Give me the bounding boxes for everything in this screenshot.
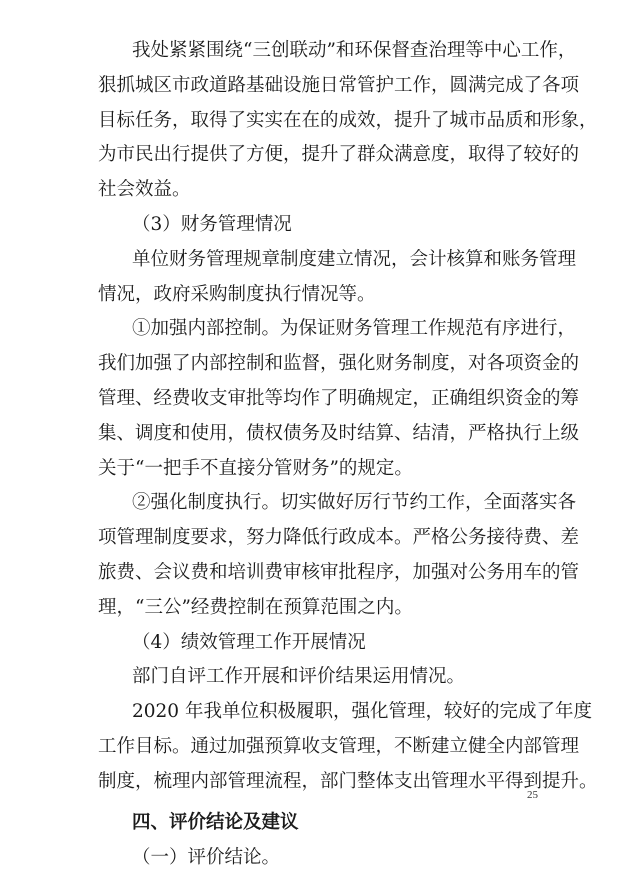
- subsection-heading: （一）评价结论。: [132, 847, 281, 868]
- text-line: 管理、经费收支审批等均作了明确规定，正确组织资金的筹: [98, 388, 580, 409]
- text-line: 项管理制度要求，努力降低行政成本。严格公务接待费、差: [98, 527, 580, 548]
- text-line: 我们加强了内部控制和监督，强化财务制度，对各项资金的: [98, 353, 580, 374]
- text-line: 为市民出行提供了方便，提升了群众满意度，取得了较好的: [98, 144, 580, 165]
- text-line: ②强化制度执行。切实做好厉行节约工作，全面落实各: [132, 492, 577, 513]
- text-line: 旅费、会议费和培训费审核审批程序，加强对公务用车的管: [98, 562, 580, 583]
- text-line: 关于“一把手不直接分管财务”的规定。: [98, 458, 413, 479]
- text-line: 理，“三公”经费控制在预算范围之内。: [98, 597, 413, 618]
- page-number: 25: [527, 789, 538, 801]
- text-line: 2020 年我单位积极履职，强化管理，较好的完成了年度: [132, 701, 592, 722]
- text-line: 情况，政府采购制度执行情况等。: [98, 284, 376, 305]
- text-line: 目标任务，取得了实实在在的成效，提升了城市品质和形象，: [98, 110, 598, 131]
- subsection-heading: （4）绩效管理工作开展情况: [132, 632, 366, 653]
- section-heading: 四、评价结论及建议: [132, 812, 299, 833]
- text-line: 单位财务管理规章制度建立情况，会计核算和账务管理: [132, 249, 577, 270]
- text-line: 狠抓城区市政道路基础设施日常管护工作，圆满完成了各项: [98, 75, 580, 96]
- text-line: 部门自评工作开展和评价结果运用情况。: [132, 666, 466, 687]
- text-line: 我处紧紧围绕“三创联动”和环保督查治理等中心工作，: [132, 40, 577, 61]
- text-line: 制度，梳理内部管理流程，部门整体支出管理水平得到提升。: [98, 771, 598, 792]
- text-line: 集、调度和使用，债权债务及时结算、结清，严格执行上级: [98, 423, 580, 444]
- text-line: 工作目标。通过加强预算收支管理，不断建立健全内部管理: [98, 736, 580, 757]
- text-line: 社会效益。: [98, 179, 191, 200]
- text-line: ①加强内部控制。为保证财务管理工作规范有序进行，: [132, 318, 577, 339]
- subsection-heading: （3）财务管理情况: [132, 214, 292, 235]
